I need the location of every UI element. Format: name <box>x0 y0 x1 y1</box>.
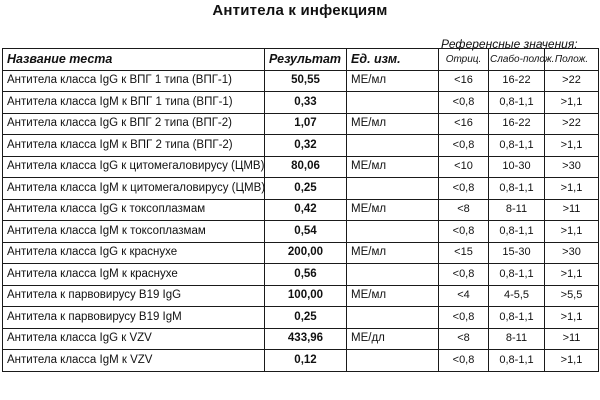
weak-positive-range-cell: 10-30 <box>489 156 545 178</box>
unit-cell: МЕ/мл <box>347 113 439 135</box>
positive-range-cell: >1,1 <box>545 307 599 329</box>
test-name-cell: Антитела класса IgM к VZV <box>3 350 265 372</box>
results-table <box>2 48 599 372</box>
weak-positive-range-cell: 4-5,5 <box>489 285 545 307</box>
positive-range-cell: >1,1 <box>545 92 599 114</box>
positive-range-cell: >1,1 <box>545 135 599 157</box>
result-cell: 1,07 <box>265 113 347 135</box>
positive-range-cell: >30 <box>545 156 599 178</box>
weak-positive-range-cell: 15-30 <box>489 242 545 264</box>
negative-range-cell: <0,8 <box>439 178 489 200</box>
header-row <box>3 49 599 71</box>
negative-range-cell: <10 <box>439 156 489 178</box>
positive-range-cell: >1,1 <box>545 350 599 372</box>
table-row <box>3 328 599 350</box>
negative-range-cell: <15 <box>439 242 489 264</box>
unit-cell: МЕ/дл <box>347 328 439 350</box>
negative-range-cell: <8 <box>439 328 489 350</box>
weak-positive-range-cell: 0,8-1,1 <box>489 135 545 157</box>
test-name-cell: Антитела класса IgM к цитомегаловирусу (ЦМВ) <box>3 178 265 200</box>
positive-range-cell: >11 <box>545 328 599 350</box>
unit-cell <box>347 92 439 114</box>
table-row <box>3 264 599 286</box>
positive-range-cell: >22 <box>545 113 599 135</box>
positive-range-cell: >1,1 <box>545 264 599 286</box>
weak-positive-range-cell: 0,8-1,1 <box>489 178 545 200</box>
table-row <box>3 70 599 92</box>
weak-positive-range-cell: 0,8-1,1 <box>489 307 545 329</box>
unit-cell: МЕ/мл <box>347 156 439 178</box>
positive-range-cell: >5,5 <box>545 285 599 307</box>
result-cell: 0,54 <box>265 221 347 243</box>
result-cell: 200,00 <box>265 242 347 264</box>
unit-cell: МЕ/мл <box>347 70 439 92</box>
positive-range-cell: >1,1 <box>545 221 599 243</box>
result-cell: 0,33 <box>265 92 347 114</box>
test-name-cell: Антитела класса IgG к токсоплазмам <box>3 199 265 221</box>
test-name-cell: Антитела класса IgG к ВПГ 1 типа (ВПГ-1) <box>3 70 265 92</box>
result-cell: 0,12 <box>265 350 347 372</box>
table-row <box>3 92 599 114</box>
positive-range-cell: >11 <box>545 199 599 221</box>
negative-range-cell: <4 <box>439 285 489 307</box>
negative-range-cell: <16 <box>439 70 489 92</box>
table-row <box>3 199 599 221</box>
negative-range-cell: <0,8 <box>439 221 489 243</box>
weak-positive-range-cell: 0,8-1,1 <box>489 221 545 243</box>
result-cell: 0,25 <box>265 178 347 200</box>
unit-cell: МЕ/мл <box>347 199 439 221</box>
negative-range-cell: <8 <box>439 199 489 221</box>
test-name-cell: Антитела класса IgG к VZV <box>3 328 265 350</box>
header-negative: Отриц. <box>439 49 489 71</box>
negative-range-cell: <0,8 <box>439 307 489 329</box>
reference-values-caption: Референсные значения: <box>441 37 578 51</box>
table-row <box>3 156 599 178</box>
weak-positive-range-cell: 16-22 <box>489 113 545 135</box>
result-cell: 100,00 <box>265 285 347 307</box>
negative-range-cell: <0,8 <box>439 264 489 286</box>
negative-range-cell: <0,8 <box>439 350 489 372</box>
positive-range-cell: >22 <box>545 70 599 92</box>
result-cell: 433,96 <box>265 328 347 350</box>
result-cell: 50,55 <box>265 70 347 92</box>
weak-positive-range-cell: 8-11 <box>489 328 545 350</box>
test-name-cell: Антитела к парвовирусу B19 IgG <box>3 285 265 307</box>
unit-cell <box>347 307 439 329</box>
table-row <box>3 135 599 157</box>
table-row <box>3 307 599 329</box>
unit-cell <box>347 264 439 286</box>
unit-cell: МЕ/мл <box>347 242 439 264</box>
table-row <box>3 221 599 243</box>
test-name-cell: Антитела класса IgM к ВПГ 1 типа (ВПГ-1) <box>3 92 265 114</box>
negative-range-cell: <0,8 <box>439 135 489 157</box>
test-name-cell: Антитела класса IgM к токсоплазмам <box>3 221 265 243</box>
test-name-cell: Антитела класса IgM к краснухе <box>3 264 265 286</box>
unit-cell <box>347 135 439 157</box>
weak-positive-range-cell: 8-11 <box>489 199 545 221</box>
header-unit: Ед. изм. <box>347 49 439 71</box>
result-cell: 0,56 <box>265 264 347 286</box>
header-positive: Полож. <box>545 49 599 71</box>
negative-range-cell: <16 <box>439 113 489 135</box>
table-row <box>3 113 599 135</box>
table-row <box>3 350 599 372</box>
unit-cell: МЕ/мл <box>347 285 439 307</box>
header-test-name: Название теста <box>3 49 265 71</box>
test-name-cell: Антитела класса IgG к ВПГ 2 типа (ВПГ-2) <box>3 113 265 135</box>
unit-cell <box>347 178 439 200</box>
result-cell: 0,42 <box>265 199 347 221</box>
weak-positive-range-cell: 16-22 <box>489 70 545 92</box>
table-row <box>3 242 599 264</box>
table-row <box>3 178 599 200</box>
test-name-cell: Антитела класса IgM к ВПГ 2 типа (ВПГ-2) <box>3 135 265 157</box>
result-cell: 0,32 <box>265 135 347 157</box>
table-row <box>3 285 599 307</box>
header-weak-positive: Слабо-полож. <box>489 49 545 71</box>
result-cell: 0,25 <box>265 307 347 329</box>
positive-range-cell: >30 <box>545 242 599 264</box>
test-name-cell: Антитела класса IgG к цитомегаловирусу (ЦМВ) <box>3 156 265 178</box>
test-name-cell: Антитела к парвовирусу B19 IgM <box>3 307 265 329</box>
page-title: Антитела к инфекциям <box>212 2 388 19</box>
result-cell: 80,06 <box>265 156 347 178</box>
weak-positive-range-cell: 0,8-1,1 <box>489 350 545 372</box>
unit-cell <box>347 350 439 372</box>
unit-cell <box>347 221 439 243</box>
test-name-cell: Антитела класса IgG к краснухе <box>3 242 265 264</box>
weak-positive-range-cell: 0,8-1,1 <box>489 264 545 286</box>
header-result: Результат <box>265 49 347 71</box>
negative-range-cell: <0,8 <box>439 92 489 114</box>
weak-positive-range-cell: 0,8-1,1 <box>489 92 545 114</box>
positive-range-cell: >1,1 <box>545 178 599 200</box>
